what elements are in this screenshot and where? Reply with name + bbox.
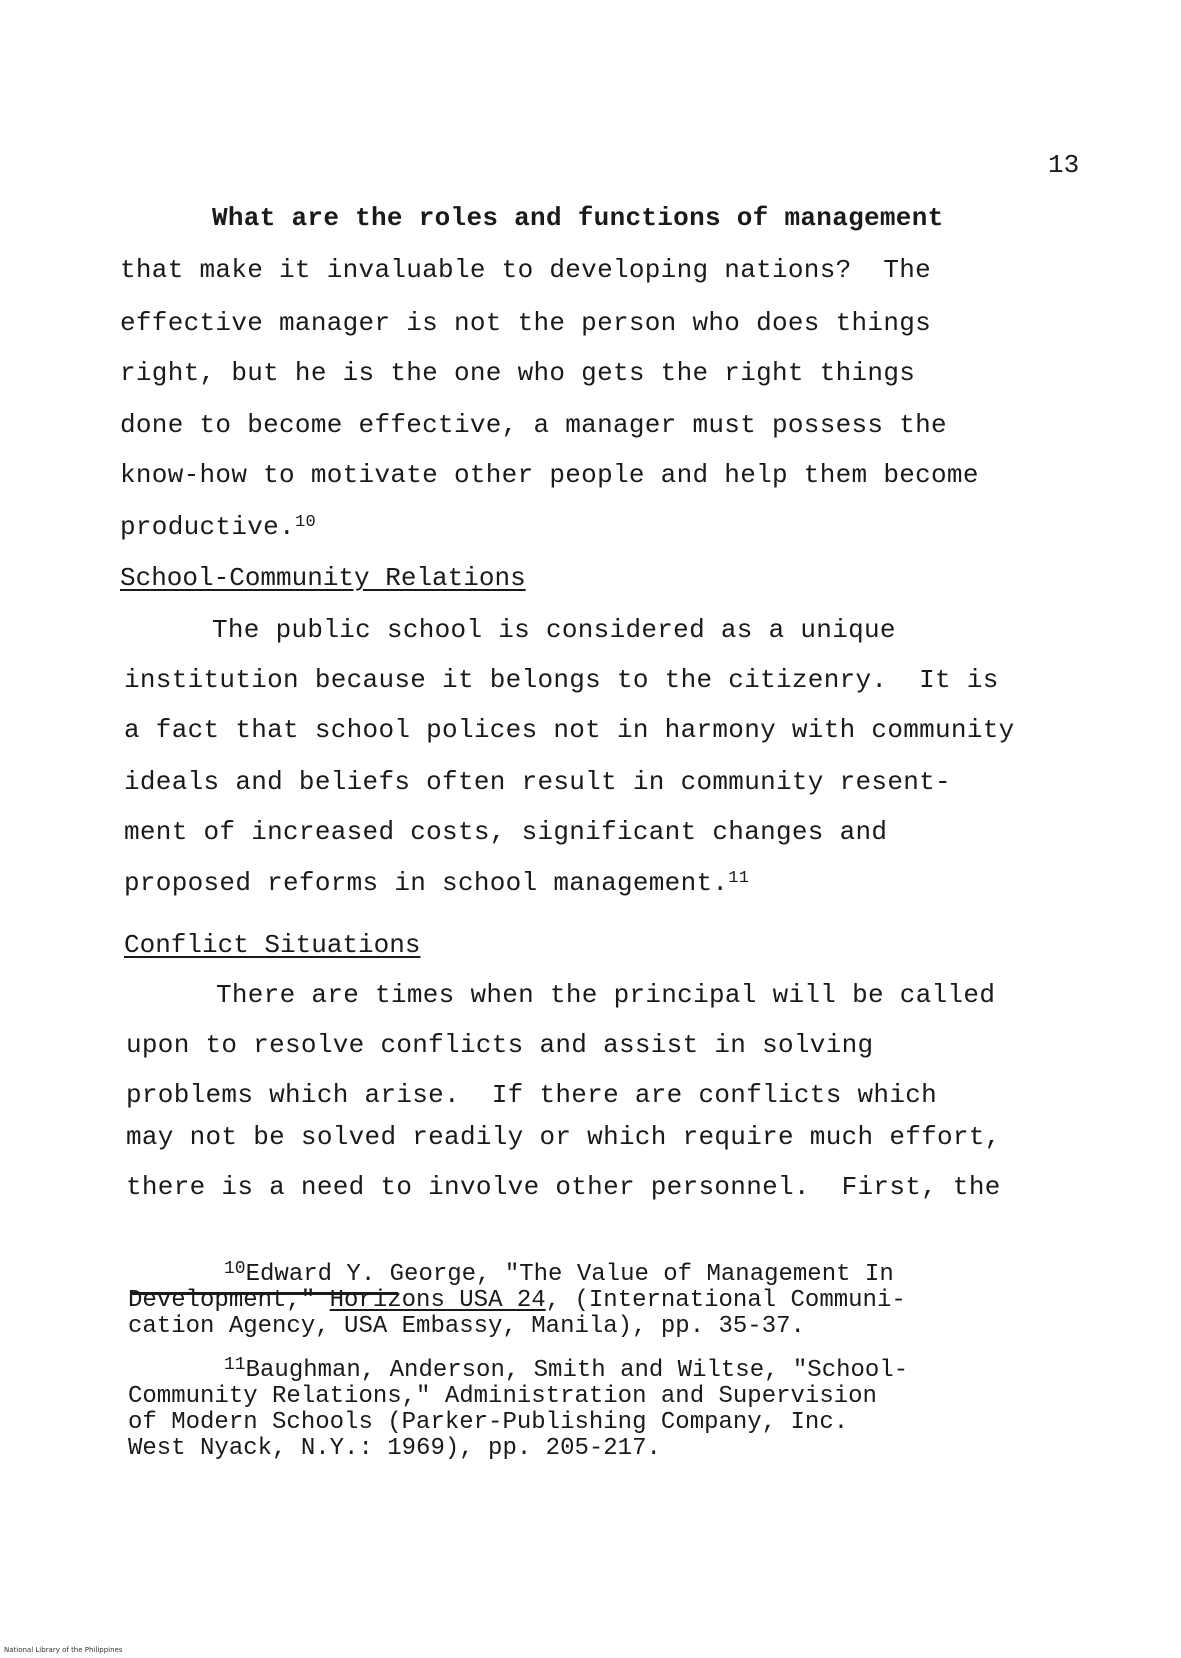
section-heading-conflict-situations: Conflict Situations: [124, 930, 421, 960]
paragraph-line: [124, 868, 749, 898]
footnote-title: Horizons USA 24: [329, 1287, 546, 1314]
paragraph-line: upon to resolve conflicts and assist in solving: [126, 1030, 874, 1060]
page-number: 13: [1048, 150, 1080, 180]
paragraph-line: What are the roles and functions of management: [212, 203, 944, 233]
footnote-11-line: West Nyack, N.Y.: 1969), pp. 205-217.: [128, 1435, 661, 1462]
paragraph-line: there is a need to involve other personnel. First, the: [126, 1172, 1001, 1202]
section-heading-school-community: School-Community Relations: [120, 563, 526, 593]
footnote-10-line: [224, 1259, 894, 1288]
footnote-10-line: [128, 1288, 906, 1314]
footnote-text: Edward Y. George, "The Value of Management In: [245, 1261, 894, 1288]
paragraph-line: institution because it belongs to the citizenry. It is: [124, 665, 999, 695]
footnote-text: , (International Communi-: [545, 1287, 906, 1314]
paragraph-line: right, but he is the one who gets the right things: [120, 358, 916, 388]
footnote-marker-10: 10: [224, 1259, 246, 1279]
paragraph-line: a fact that school polices not in harmony with community: [124, 715, 1015, 745]
footnote-10-line: cation Agency, USA Embassy, Manila), pp. 35-37.: [128, 1313, 805, 1340]
paragraph-line: [120, 512, 316, 542]
paragraph-line: problems which arise. If there are conflicts which: [126, 1080, 938, 1110]
footnote-11-line: of Modern Schools (Parker-Publishing Company, Inc.: [128, 1409, 849, 1436]
paragraph-line: The public school is considered as a unique: [212, 615, 896, 645]
paragraph-line: ment of increased costs, significant changes and: [124, 817, 888, 847]
footnote-11-line: Community Relations," Administration and Supervision: [128, 1383, 877, 1410]
footnote-ref-11: 11: [728, 869, 750, 888]
archive-watermark: National Library of the Philippines: [4, 1646, 123, 1654]
footnote-text: Development,": [128, 1287, 330, 1314]
paragraph-line: There are times when the principal will be called: [216, 980, 996, 1010]
paragraph-line: ideals and beliefs often result in community resent-: [124, 767, 951, 797]
paragraph-line: that make it invaluable to developing nations? The: [120, 255, 932, 285]
footnote-ref-10: 10: [294, 513, 316, 532]
paragraph-line: may not be solved readily or which require much effort,: [126, 1122, 1001, 1152]
footnote-text: Baughman, Anderson, Smith and Wiltse, "School-: [245, 1357, 909, 1384]
paragraph-line: effective manager is not the person who does things: [120, 308, 932, 338]
footnote-11-line: [224, 1355, 909, 1384]
paragraph-text: productive.: [120, 512, 295, 542]
footnote-marker-11: 11: [224, 1355, 246, 1375]
paragraph-text: proposed reforms in school management.: [124, 868, 729, 898]
paragraph-line: know-how to motivate other people and help them become: [120, 460, 979, 490]
paragraph-line: done to become effective, a manager must possess the: [120, 410, 947, 440]
